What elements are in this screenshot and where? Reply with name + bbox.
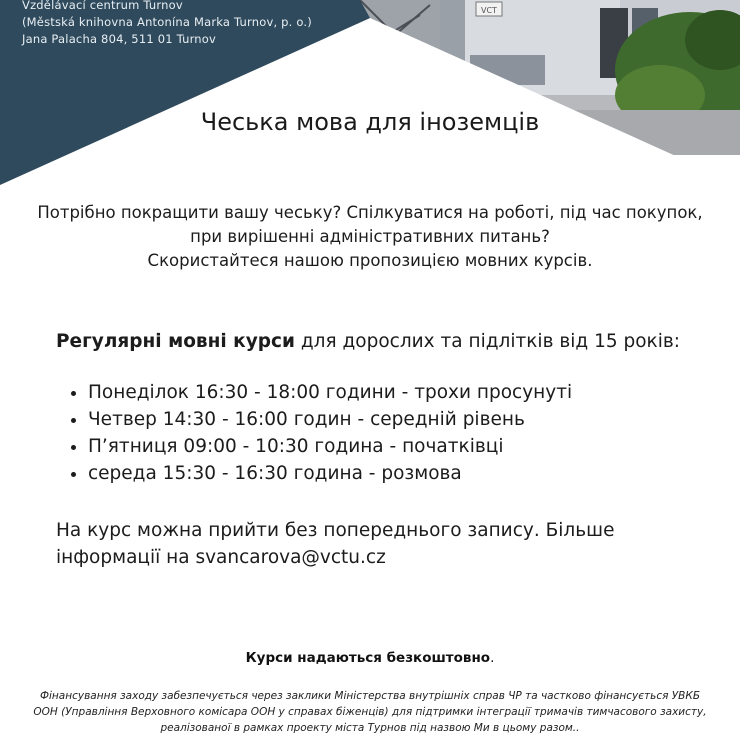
header-photo [0,0,740,185]
schedule-item: • П’ятниця 09:00 - 10:30 година - початківці [88,433,696,460]
org-address: Jana Palacha 804, 511 01 Turnov [22,32,217,46]
free-notice-bold: Курси надаються безкоштовно [245,650,491,666]
intro-line: при вирішенні адміністративних питань? [190,227,550,246]
schedule-item: • Четвер 14:30 - 16:00 годин - середній рівень [88,406,696,433]
free-notice-tail: . [490,650,495,666]
sign-text: VCT [481,6,497,15]
info-note-line: На курс можна прийти без попереднього запису. Більше [56,520,615,541]
courses-section [56,329,696,487]
schedule-list [56,379,696,487]
funding-line: реалізованої в рамках проекту міста Турнов під назвою Ми в цьому разом.. [160,722,580,734]
funding-line: Фінансування заходу забезпечується через заклики Міністерства внутрішніх справ ЧР та частково фінансується УВКБ [39,690,701,702]
schedule-item: • середа 15:30 - 16:30 година - розмова [88,460,696,487]
free-notice [0,650,740,666]
courses-heading-rest: для дорослих та підлітків від 15 років: [294,331,680,352]
intro-line: Скористайтеся нашою пропозицією мовних курсів. [147,251,593,270]
funding-note [0,688,740,736]
org-subtitle: (Městská knihovna Antonína Marka Turnov, p. o.) [22,15,312,29]
courses-heading-bold: Регулярні мовні курси [56,331,295,352]
intro-line: Потрібно покращити вашу чеську? Спілкуватися на роботі, під час покупок, [37,203,703,222]
info-note-line: інформації на svancarova@vctu.cz [56,547,386,568]
courses-heading [56,329,696,355]
organization-address [22,0,312,48]
info-note [56,517,696,571]
org-name: Vzdělávací centrum Turnov [22,0,183,12]
intro-text [0,201,740,273]
schedule-item: • Понеділок 16:30 - 18:00 години - трохи просунуті [88,379,696,406]
page-title: Чеська мова для іноземців [200,108,540,136]
funding-line: ООН (Управління Верховного комісара ООН у справах біженців) для підтримки інтеграції тримачів тимчасового захисту, [33,706,707,718]
